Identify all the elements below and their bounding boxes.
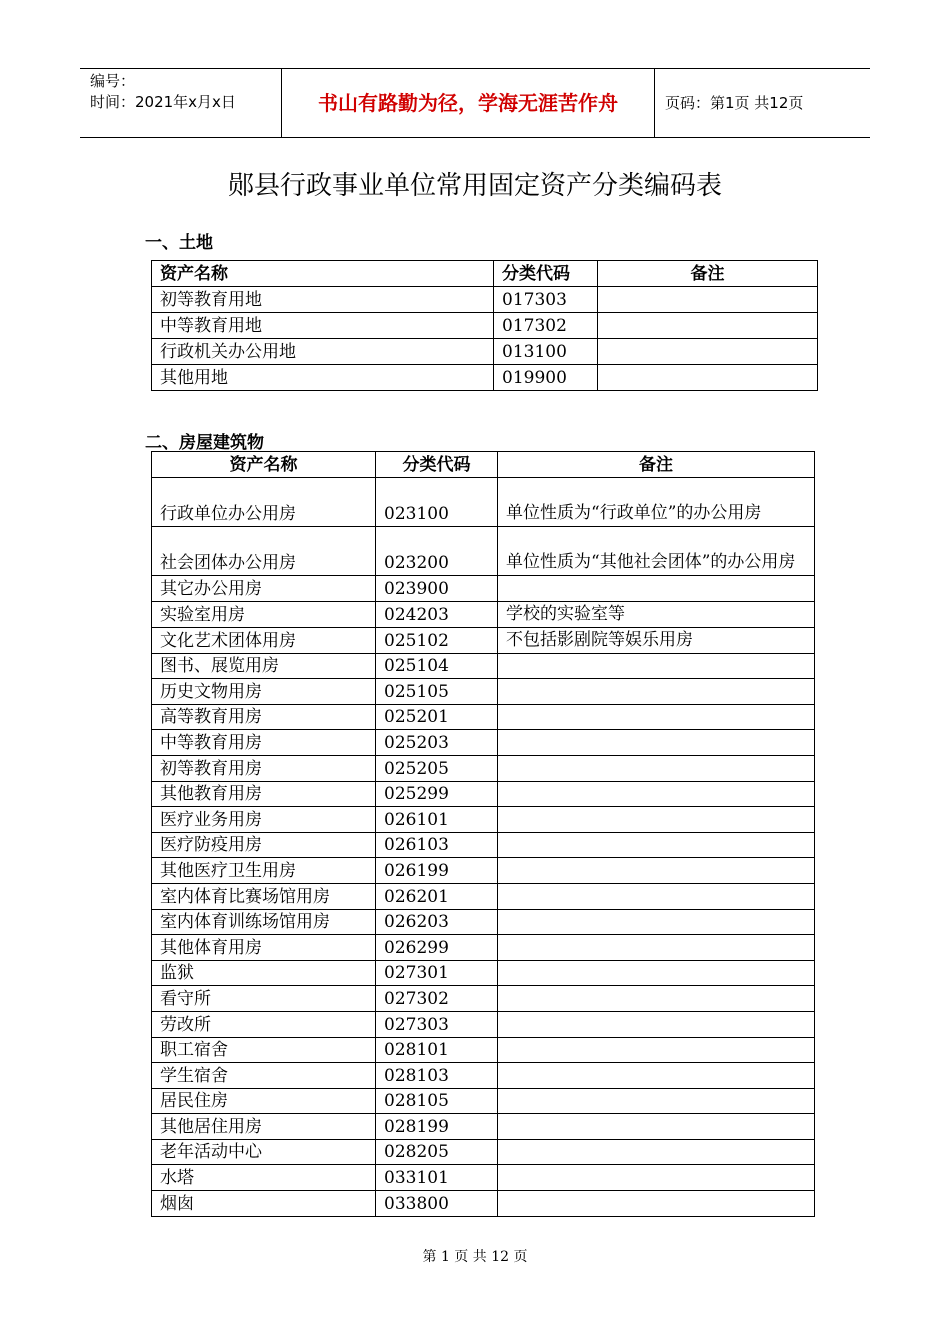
cell-asset-name: 烟囱	[152, 1191, 376, 1217]
cell-note	[498, 807, 815, 833]
cell-note	[598, 365, 818, 391]
section-heading-buildings: 二、房屋建筑物	[145, 433, 264, 453]
cell-category-code: 025201	[376, 704, 498, 730]
section-heading-land: 一、土地	[145, 233, 213, 253]
cell-note	[498, 1063, 815, 1089]
document-header	[80, 68, 870, 138]
cell-asset-name: 中等教育用地	[152, 313, 494, 339]
cell-asset-name: 文化艺术团体用房	[152, 627, 376, 653]
table-row	[152, 287, 818, 313]
column-header-code: 分类代码	[376, 452, 498, 478]
cell-category-code: 028103	[376, 1063, 498, 1089]
cell-category-code: 027301	[376, 960, 498, 986]
cell-asset-name: 监狱	[152, 960, 376, 986]
cell-category-code: 023100	[376, 478, 498, 527]
cell-category-code: 027302	[376, 986, 498, 1012]
cell-note	[498, 1165, 815, 1191]
cell-category-code: 024203	[376, 601, 498, 627]
table-row	[152, 1139, 815, 1165]
table-row	[152, 653, 815, 679]
cell-asset-name: 室内体育比赛场馆用房	[152, 883, 376, 909]
cell-asset-name: 老年活动中心	[152, 1139, 376, 1165]
cell-category-code: 025203	[376, 730, 498, 756]
header-page-label: 页码：第1页 共12页	[665, 94, 804, 112]
cell-asset-name: 图书、展览用房	[152, 653, 376, 679]
cell-category-code: 019900	[494, 365, 598, 391]
table-row	[152, 365, 818, 391]
cell-asset-name: 其它办公用房	[152, 576, 376, 602]
cell-asset-name: 中等教育用房	[152, 730, 376, 756]
cell-asset-name: 其他用地	[152, 365, 494, 391]
page-footer: 第 1 页 共 12 页	[422, 1249, 528, 1265]
cell-category-code: 028205	[376, 1139, 498, 1165]
cell-note	[498, 883, 815, 909]
cell-category-code: 023900	[376, 576, 498, 602]
table-row	[152, 1165, 815, 1191]
table-header-row	[152, 261, 818, 287]
cell-asset-name: 行政单位办公用房	[152, 478, 376, 527]
table-row	[152, 1011, 815, 1037]
column-header-name: 资产名称	[152, 261, 494, 287]
table-row	[152, 832, 815, 858]
table-row	[152, 1191, 815, 1217]
cell-asset-name: 职工宿舍	[152, 1037, 376, 1063]
table-row	[152, 935, 815, 961]
cell-asset-name: 初等教育用房	[152, 755, 376, 781]
column-header-note: 备注	[598, 261, 818, 287]
table-row	[152, 960, 815, 986]
document-number-label: 编号：	[90, 72, 136, 90]
cell-note	[598, 313, 818, 339]
cell-asset-name: 其他医疗卫生用房	[152, 858, 376, 884]
cell-category-code: 026103	[376, 832, 498, 858]
cell-category-code: 026101	[376, 807, 498, 833]
cell-note	[498, 1139, 815, 1165]
cell-asset-name: 居民住房	[152, 1088, 376, 1114]
table-row	[152, 781, 815, 807]
cell-note	[498, 986, 815, 1012]
table-row	[152, 627, 815, 653]
table-row	[152, 807, 815, 833]
cell-note	[498, 832, 815, 858]
cell-note: 单位性质为“行政单位”的办公用房	[498, 478, 815, 527]
cell-category-code: 013100	[494, 339, 598, 365]
cell-note: 不包括影剧院等娱乐用房	[498, 627, 815, 653]
table-row	[152, 1088, 815, 1114]
cell-asset-name: 室内体育训练场馆用房	[152, 909, 376, 935]
cell-category-code: 028105	[376, 1088, 498, 1114]
header-motto: 书山有路勤为径，学海无涯苦作舟	[281, 69, 655, 137]
table-row	[152, 730, 815, 756]
table-row	[152, 679, 815, 705]
land-table	[151, 260, 818, 391]
cell-note	[498, 653, 815, 679]
cell-note	[498, 1191, 815, 1217]
cell-note	[498, 755, 815, 781]
cell-note	[598, 339, 818, 365]
cell-asset-name: 其他体育用房	[152, 935, 376, 961]
column-header-code: 分类代码	[494, 261, 598, 287]
table-header-row	[152, 452, 815, 478]
cell-asset-name: 学生宿舍	[152, 1063, 376, 1089]
cell-asset-name: 劳改所	[152, 1011, 376, 1037]
column-header-name: 资产名称	[152, 452, 376, 478]
cell-note	[498, 704, 815, 730]
table-row	[152, 909, 815, 935]
cell-category-code: 025299	[376, 781, 498, 807]
cell-asset-name: 初等教育用地	[152, 287, 494, 313]
cell-asset-name: 其他居住用房	[152, 1114, 376, 1140]
cell-category-code: 026299	[376, 935, 498, 961]
cell-note	[498, 1088, 815, 1114]
cell-note	[498, 909, 815, 935]
cell-asset-name: 医疗防疫用房	[152, 832, 376, 858]
cell-asset-name: 看守所	[152, 986, 376, 1012]
cell-category-code: 028101	[376, 1037, 498, 1063]
table-row	[152, 313, 818, 339]
cell-category-code: 033800	[376, 1191, 498, 1217]
cell-category-code: 025104	[376, 653, 498, 679]
table-row	[152, 755, 815, 781]
cell-note	[498, 576, 815, 602]
cell-category-code: 017302	[494, 313, 598, 339]
cell-note	[498, 781, 815, 807]
cell-note	[498, 960, 815, 986]
table-row	[152, 339, 818, 365]
cell-asset-name: 实验室用房	[152, 601, 376, 627]
cell-category-code: 028199	[376, 1114, 498, 1140]
cell-category-code: 025105	[376, 679, 498, 705]
cell-asset-name: 医疗业务用房	[152, 807, 376, 833]
cell-note	[598, 287, 818, 313]
cell-asset-name: 水塔	[152, 1165, 376, 1191]
cell-asset-name: 社会团体办公用房	[152, 527, 376, 576]
column-header-note: 备注	[498, 452, 815, 478]
cell-asset-name: 行政机关办公用地	[152, 339, 494, 365]
cell-asset-name: 高等教育用房	[152, 704, 376, 730]
cell-note	[498, 1037, 815, 1063]
table-row	[152, 576, 815, 602]
page-title: 郧县行政事业单位常用固定资产分类编码表	[227, 171, 722, 201]
cell-note	[498, 1011, 815, 1037]
cell-note: 单位性质为“其他社会团体”的办公用房	[498, 527, 815, 576]
table-row	[152, 1114, 815, 1140]
table-row	[152, 986, 815, 1012]
cell-category-code: 025102	[376, 627, 498, 653]
cell-category-code: 027303	[376, 1011, 498, 1037]
cell-category-code: 026201	[376, 883, 498, 909]
cell-asset-name: 其他教育用房	[152, 781, 376, 807]
table-row	[152, 883, 815, 909]
table-row	[152, 704, 815, 730]
cell-note	[498, 1114, 815, 1140]
table-row	[152, 601, 815, 627]
cell-category-code: 033101	[376, 1165, 498, 1191]
cell-category-code: 026199	[376, 858, 498, 884]
cell-category-code: 026203	[376, 909, 498, 935]
cell-note: 学校的实验室等	[498, 601, 815, 627]
table-row	[152, 1037, 815, 1063]
table-row	[152, 858, 815, 884]
cell-category-code: 025205	[376, 755, 498, 781]
document-date-label: 时间：2021年x月x日	[90, 93, 236, 111]
cell-note	[498, 858, 815, 884]
buildings-table	[151, 451, 815, 1217]
cell-category-code: 017303	[494, 287, 598, 313]
cell-note	[498, 730, 815, 756]
table-row	[152, 1063, 815, 1089]
cell-category-code: 023200	[376, 527, 498, 576]
cell-note	[498, 679, 815, 705]
cell-note	[498, 935, 815, 961]
header-meta	[80, 69, 280, 139]
table-row	[152, 527, 815, 576]
cell-asset-name: 历史文物用房	[152, 679, 376, 705]
table-row	[152, 478, 815, 527]
